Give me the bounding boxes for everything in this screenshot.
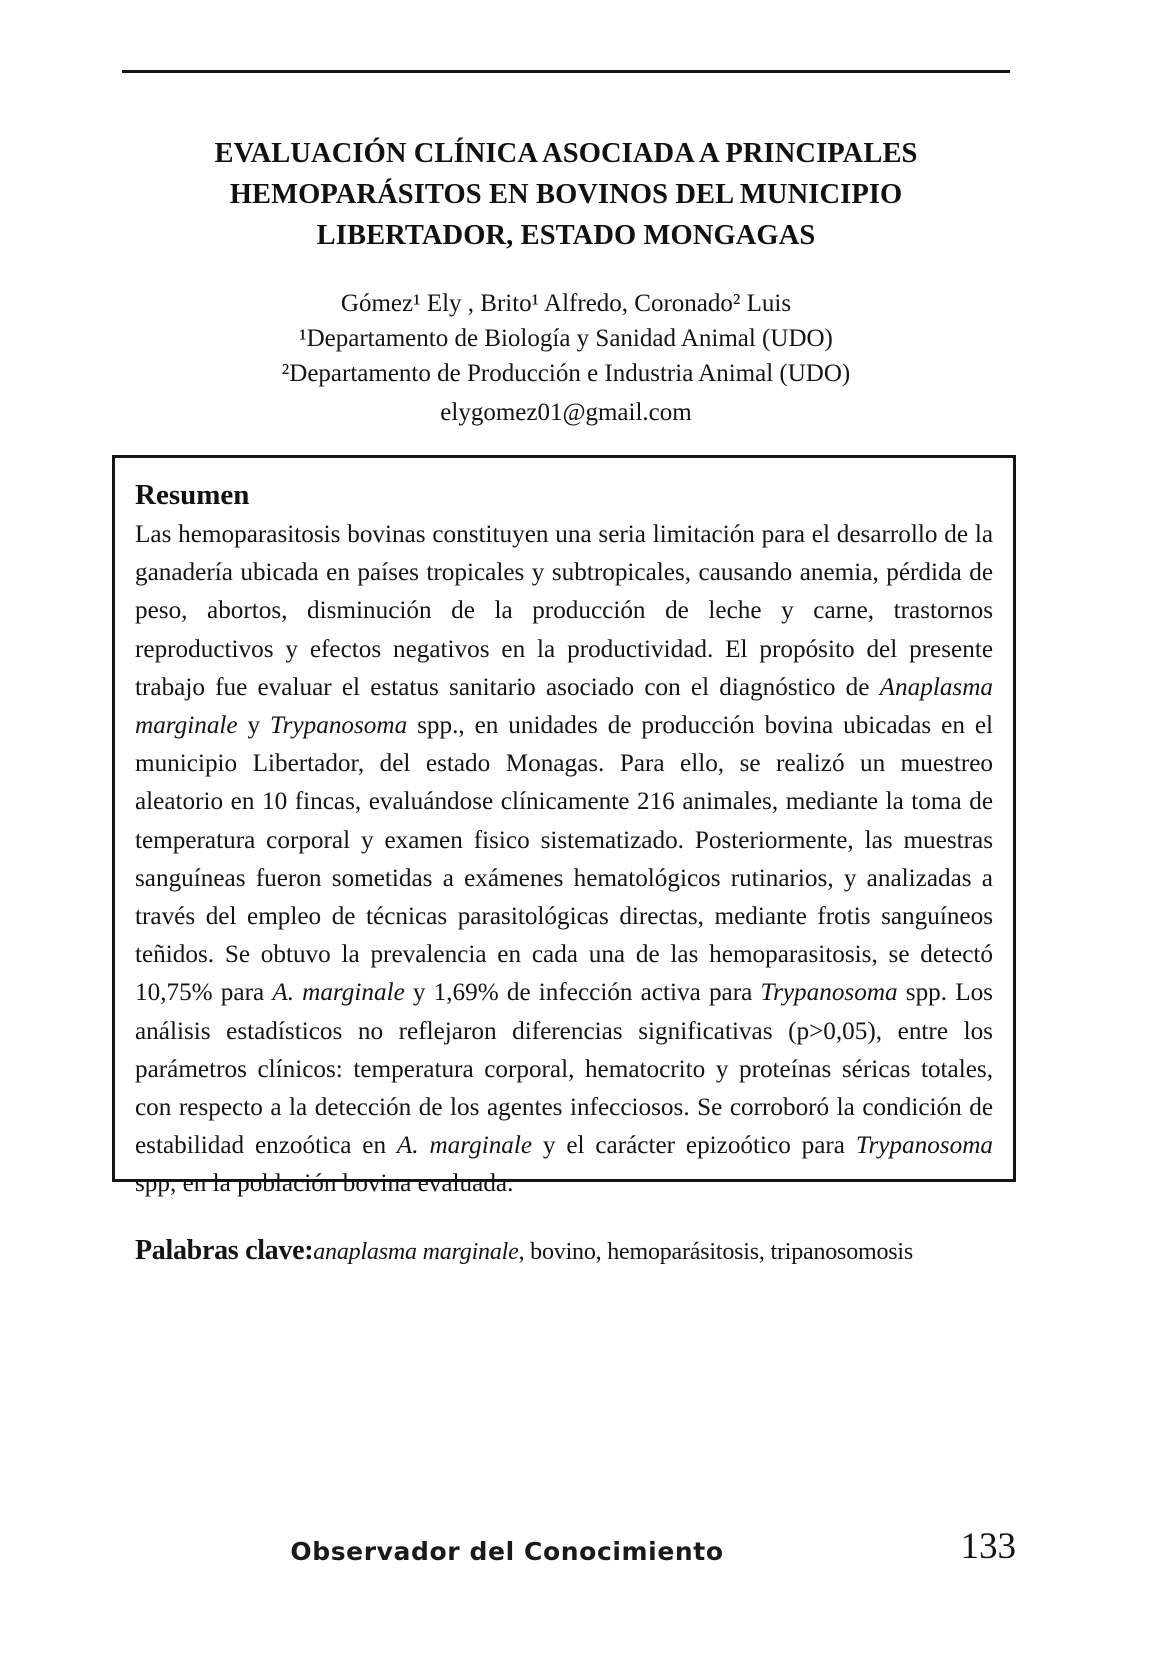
abstract-seg-2: y	[237, 712, 271, 740]
abstract-seg-6: y el carácter epizoótico para	[532, 1132, 856, 1160]
species-name-trypanosoma-1: Trypanosoma	[270, 712, 408, 740]
species-name-anaplasma-marginale: Anaplasma marginale	[135, 673, 993, 740]
affiliation-2: ²Departamento de Producción e Industria Animal (UDO)	[281, 360, 851, 387]
title-line-1: EVALUACIÓN CLÍNICA ASOCIADA A PRINCIPALES	[214, 138, 918, 169]
species-name-trypanosoma-3: Trypanosoma	[855, 1132, 993, 1160]
page-number: 133	[960, 1526, 1016, 1567]
title-line-2: HEMOPARÁSITOS EN BOVINOS DEL MUNICIPIO	[229, 179, 903, 210]
affiliation-1: ¹Departamento de Biología y Sanidad Animal (UDO)	[299, 325, 833, 352]
header-rule	[122, 70, 1010, 73]
keywords-label: Palabras clave:	[135, 1234, 314, 1266]
abstract-seg-3: spp., en unidades de producción bovina ubicadas en el municipio Libertador, del estado Monagas. Para ello, se realizó un muestreo aleatorio en 10 fincas, evaluándose clínicamente 216 animales, mediante la toma de temperatura corporal y examen fisico sistematizado. Posteriormente, las muestras sanguíneas fueron sometidas a exámenes hematológicos rutinarios, y analizadas a través del empleo de técnicas parasitológicas directas, mediante frotis sanguíneos teñidos. Se obtuvo la prevalencia en cada una de las hemoparasitosis, se detectó 10,75% para	[135, 712, 993, 1007]
keywords-line	[135, 1234, 993, 1269]
abstract-text	[135, 516, 993, 1204]
abstract-seg-1: Las hemoparasitosis bovinas constituyen una seria limitación para el desarrollo de la ganadería ubicada en países tropicales y subtropicales, causando anemia, pérdida de peso, abortos, disminución de la producción de leche y carne, trastornos reproductivos y efectos negativos en la productividad. El propósito del presente trabajo fue evaluar el estatus sanitario asociado con el diagnóstico de	[135, 521, 993, 701]
author-names: Gómez¹ Ely , Brito¹ Alfredo, Coronado² Luis	[340, 290, 792, 317]
footer-journal-name: Observador del Conocimiento	[290, 1537, 724, 1566]
keywords-rest: , bovino, hemoparásitosis, tripanosomosis	[518, 1238, 914, 1265]
species-name-a-marginale-1: A. marginale	[272, 979, 405, 1007]
title-line-3: LIBERTADOR, ESTADO MONGAGAS	[316, 220, 816, 251]
author-block	[120, 286, 1012, 430]
abstract-box	[112, 455, 1016, 1266]
species-name-a-marginale-2: A. marginale	[396, 1132, 533, 1160]
contact-email[interactable]: elygomez01@gmail.com	[440, 399, 692, 426]
keyword-italic-term: anaplasma marginale	[313, 1238, 519, 1265]
abstract-heading: Resumen	[135, 479, 250, 511]
page-footer	[112, 1525, 1016, 1585]
abstract-seg-5: spp. Los análisis estadísticos no reflejaron diferencias significativas (p>0,05), entre los parámetros clínicos: temperatura corporal, hematocrito y proteínas séricas totales, con respecto a la detección de los agentes infecciosos. Se corroboró la condición de estabilidad enzoótica en	[135, 979, 993, 1160]
abstract-seg-4: y 1,69% de infección activa para	[404, 979, 761, 1007]
abstract-seg-7: spp, en la población bovina evaluada.	[135, 1170, 514, 1198]
species-name-trypanosoma-2: Trypanosoma	[760, 979, 898, 1007]
page-title	[120, 133, 1012, 256]
